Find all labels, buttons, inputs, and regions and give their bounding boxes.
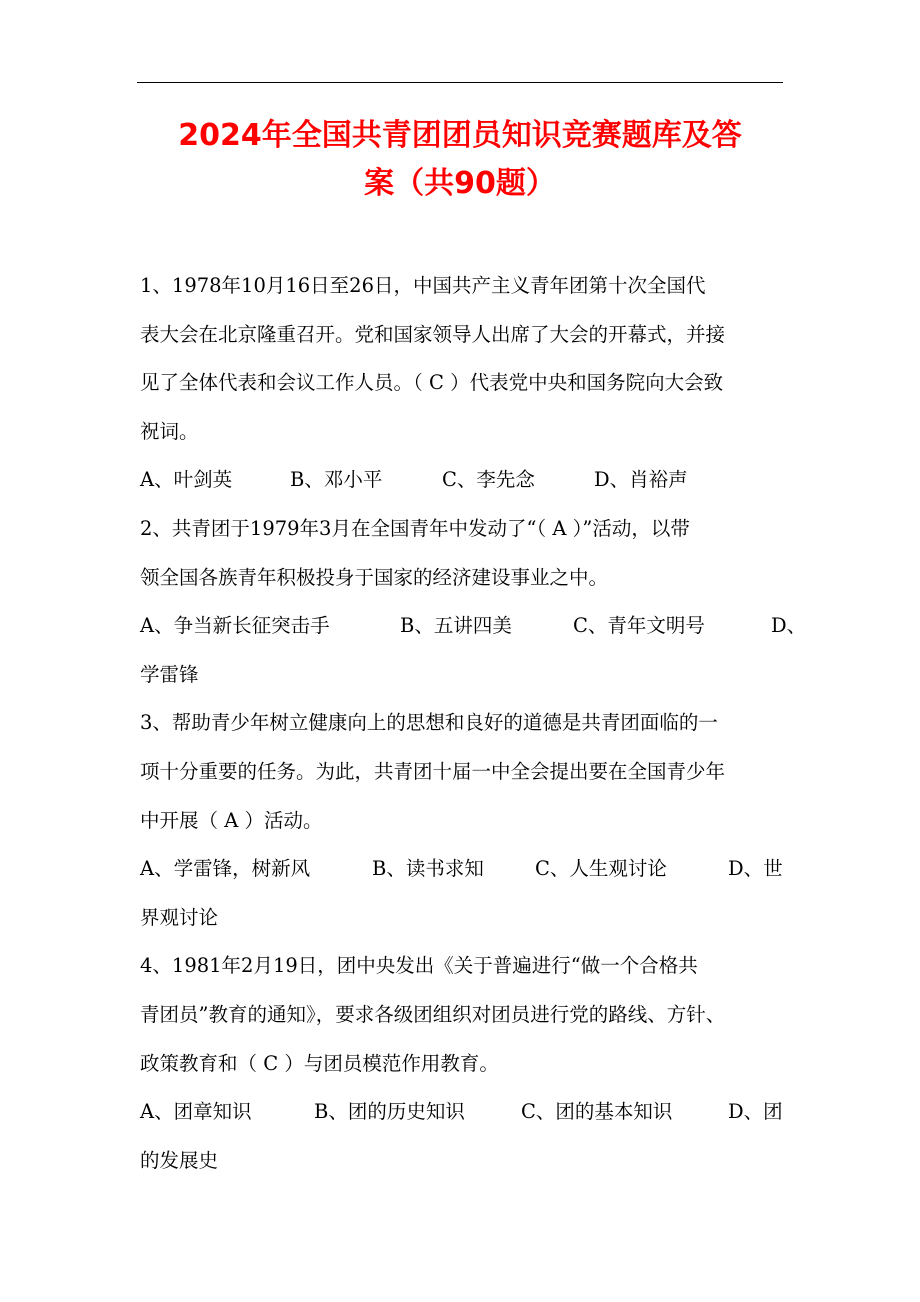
option-a: A、团章知识 <box>140 1100 252 1124</box>
question-4-options <box>140 1088 783 1137</box>
question-4-options-continued: 的发展史 <box>140 1148 219 1172</box>
question-1-stem-line: 1、1978年10月16日至26日，中国共产主义青年团第十次全国代 <box>140 274 706 297</box>
option-c: C、团的基本知识 <box>521 1100 673 1124</box>
question-list <box>140 262 807 1185</box>
title-line-1: 2024年全国共青团团员知识竞赛题库及答 <box>178 118 742 153</box>
question-1-stem-line: 祝词。 <box>140 419 199 443</box>
question-4-stem-line: 政策教育和（ C ）与团员模范作用教育。 <box>140 1051 499 1075</box>
question-4-stem-line: 4、1981年2月19日，团中央发出《关于普遍进行“做一个合格共 <box>140 954 698 978</box>
option-b: B、团的历史知识 <box>314 1100 465 1124</box>
question-1-stem-line: 见了全体代表和会议工作人员。（ C ）代表党中央和国务院向大会致 <box>140 371 724 395</box>
header-rule <box>137 82 783 83</box>
question-3-stem-line: 3、帮助青少年树立健康向上的思想和良好的道德是共青团面临的一 <box>140 711 718 735</box>
option-d: D、 <box>771 614 807 638</box>
question-1-options <box>140 456 780 505</box>
question-2-options-continued: 学雷锋 <box>140 662 199 686</box>
question-2-stem-line: 领全国各族青年积极投身于国家的经济建设事业之中。 <box>140 565 609 589</box>
question-2-stem-line: 2、共青团于1979年3月在全国青年中发动了“（ A ）”活动，以带 <box>140 516 690 540</box>
option-d: D、团 <box>728 1100 783 1124</box>
option-a: A、争当新长征突击手 <box>140 614 330 638</box>
option-b: B、五讲四美 <box>400 614 512 638</box>
question-3-options <box>140 845 783 894</box>
option-c: C、人生观讨论 <box>535 857 667 881</box>
question-3-stem-line: 中开展（ A ）活动。 <box>140 808 323 832</box>
option-d: D、世 <box>728 857 783 881</box>
question-3-stem-line: 项十分重要的任务。为此，共青团十届一中全会提出要在全国青少年 <box>140 759 726 783</box>
title-line-2: 案（共90题） <box>364 166 556 201</box>
document-title <box>137 112 783 208</box>
question-4-stem-line: 青团员”教育的通知》，要求各级团组织对团员进行党的路线、方针、 <box>140 1002 726 1026</box>
option-d: D、肖裕声 <box>594 468 688 492</box>
option-a: A、叶剑英 <box>140 468 233 492</box>
option-a: A、学雷锋，树新风 <box>140 857 311 881</box>
option-c: C、李先念 <box>442 468 535 492</box>
question-3-options-continued: 界观讨论 <box>140 905 219 929</box>
question-2-options <box>140 602 807 651</box>
option-b: B、邓小平 <box>290 468 383 492</box>
question-1-stem-line: 表大会在北京隆重召开。党和国家领导人出席了大会的开幕式，并接 <box>140 322 726 346</box>
option-c: C、青年文明号 <box>573 614 705 638</box>
option-b: B、读书求知 <box>372 857 484 881</box>
